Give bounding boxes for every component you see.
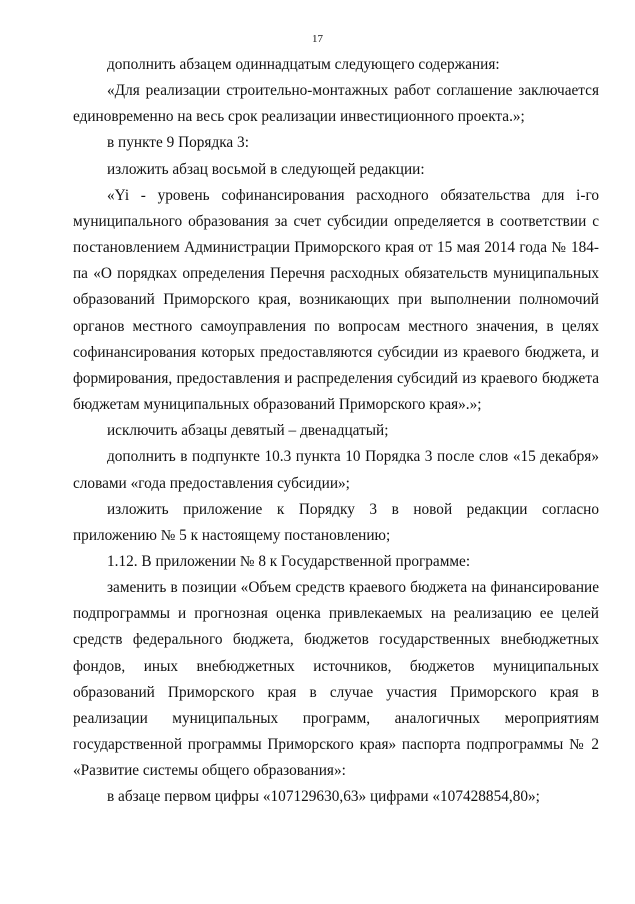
paragraph-subpoint-10-3: дополнить в подпункте 10.3 пункта 10 Порядка 3 после слов «15 декабря» словами «года предоставления субсидии»; bbox=[73, 448, 599, 492]
paragraph-cofinancing-level: «Yi - уровень софинансирования расходного обязательства для i-го муниципального образования за счет субсидии определяется в соответствии с постановлением Администрации Приморского края от 15 мая 2014 года № 184-па «О порядках определения Перечня расходных обязательств муниципальных образований Приморского края, возникающих при выполнении полномочий органов местного самоуправления по вопросам местного значения, в целях софинансирования которых предоставляются субсидии из краевого бюджета, и формирования, предоставления и распределения субсидий из краевого бюджета бюджетам муниципальных образований Приморского края».»; bbox=[73, 186, 599, 414]
paragraph-add-eleventh-clause: дополнить абзацем одиннадцатым следующего содержания: bbox=[107, 56, 500, 73]
paragraph-amend-eighth-clause: изложить абзац восьмой в следующей редакции: bbox=[107, 160, 425, 178]
document-body bbox=[73, 52, 599, 811]
page-number: 17 bbox=[312, 33, 323, 45]
paragraph-exclude-clauses: исключить абзацы девятый – двенадцатый; bbox=[107, 422, 389, 440]
paragraph-appendix-order-3: изложить приложение к Порядку 3 в новой редакции согласно приложению № 5 к настоящему постановлению; bbox=[73, 500, 599, 544]
paragraph-replace-position: заменить в позиции «Объем средств краевого бюджета на финансирование подпрограммы и прогнозная оценка привлекаемых на реализацию ее целей средств федерального бюджета, бюджетов государственных внебюджетных фондов, иных внебюджетных источников, бюджетов муниципальных образований Приморского края в случае участия Приморского края в реализации муниципальных программ, аналогичных мероприятиям государственной программы Приморского края» паспорта подпрограммы № 2 «Развитие системы общего образования»: bbox=[73, 579, 599, 780]
paragraph-construction-agreement: «Для реализации строительно-монтажных работ соглашение заключается единовременно на весь срок реализации инвестиционного проекта.»; bbox=[73, 82, 599, 126]
paragraph-point-9-order-3: в пункте 9 Порядка 3: bbox=[107, 134, 249, 152]
paragraph-section-1-12: 1.12. В приложении № 8 к Государственной программе: bbox=[107, 552, 471, 570]
paragraph-first-clause-figures: в абзаце первом цифры «107129630,63» цифрами «107428854,80»; bbox=[107, 788, 540, 806]
